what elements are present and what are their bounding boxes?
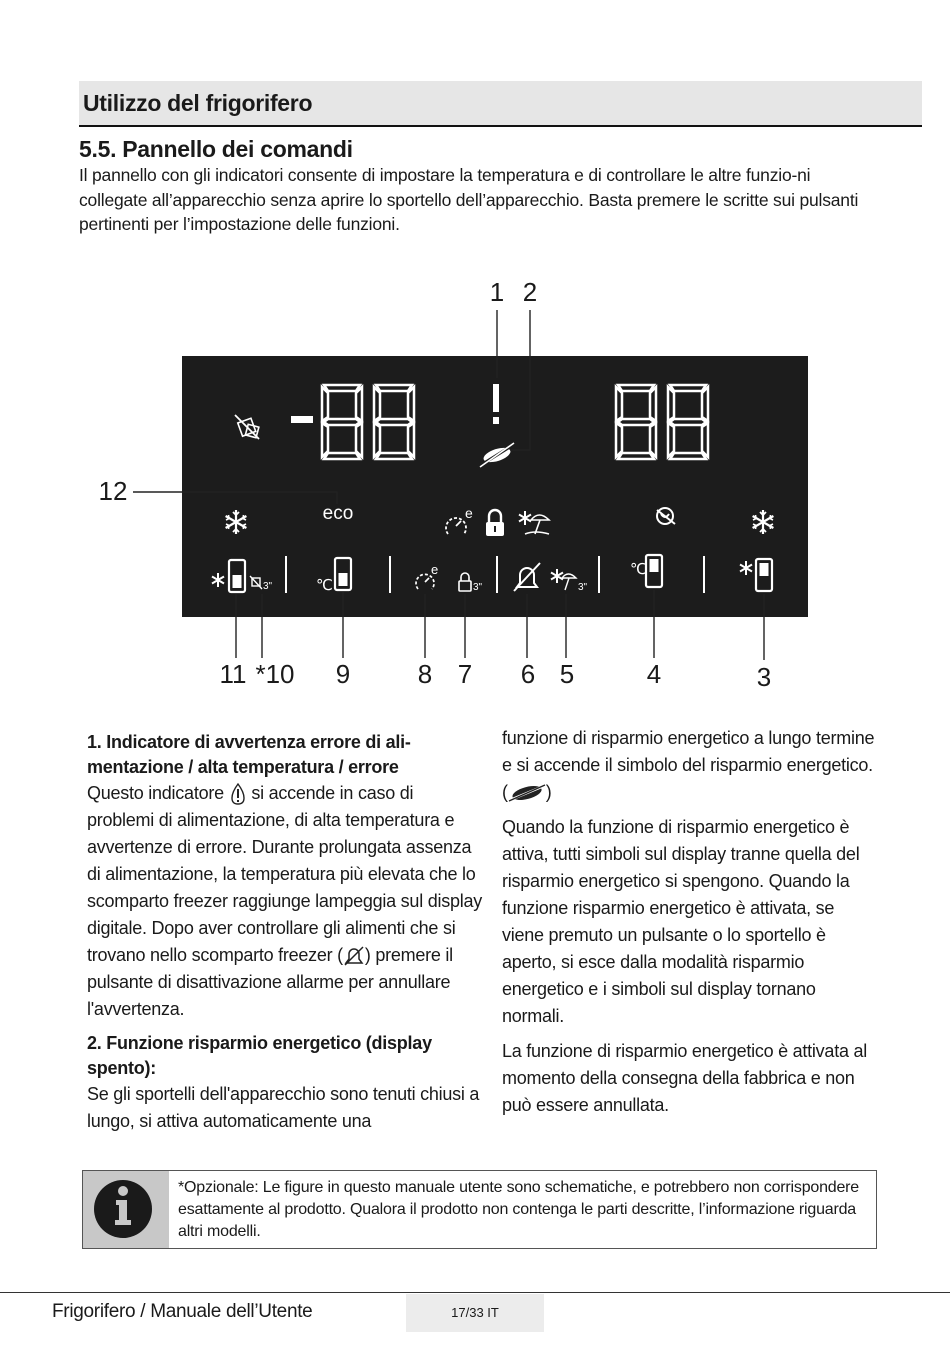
display-left-value: -88 (0, 0, 2, 1)
callout-2: 2 (522, 277, 538, 307)
alarm-off-inline-icon (343, 945, 365, 967)
callout-7: 7 (457, 659, 473, 689)
footer-document-title: Frigorifero / Manuale dell’Utente (52, 1301, 313, 1322)
heading-2: 2. Funzione risparmio energetico (display spento): (87, 1033, 432, 1078)
callout-1: 1 (489, 277, 505, 307)
fridge-celsius-label: ℃ (630, 560, 647, 578)
paragraph-1: Questo indicatore si accende in caso di problemi di alimentazione, di alta temperatura e avvertenze di errore. Durante prolungata assenza di alimentazione, la temperatura più elevata che lo scomparto freezer raggiunge lampeggia sul display digitale. Dopo aver controllare gli alimenti che si trovano nello scomparto freezer ( ) premere il pulsante di disattivazione allarme per annullare l'avvertenza. (87, 783, 482, 1019)
divider (703, 556, 705, 593)
note-box (82, 1170, 877, 1249)
freezer-celsius-label: ℃ (316, 576, 333, 594)
paragraph-2: Se gli sportelli dell'apparecchio sono tenuti chiusi a lungo, si attiva automaticamente una (87, 1084, 480, 1131)
warning-indicator-icon (493, 384, 499, 424)
callout-6: 6 (520, 659, 536, 689)
divider (598, 556, 600, 593)
note-text: *Opzionale: Le figure in questo manuale utente sono schematiche, e potrebbero non corrispondere esattamente al prodotto. Qualora il prodotto non contenga le parti descritte, l’informazione riguarda altri modelli. (178, 1179, 860, 1240)
callout-11: 11 (219, 659, 247, 689)
vacation-3s-label: 3" (578, 582, 588, 593)
warning-indicator-inline-icon (229, 782, 247, 806)
divider (285, 556, 287, 593)
eco-label: eco (322, 503, 354, 524)
callout-9: 9 (335, 659, 351, 689)
callout-10: *10 (255, 659, 295, 689)
callout-12: 12 (98, 476, 128, 506)
callout-5: 5 (559, 659, 575, 689)
left-column (87, 730, 482, 1141)
divider (496, 556, 498, 593)
paragraph-3: funzione di risparmio energetico a lungo termine e si accende il simbolo del risparmio energetico. ( ) (502, 728, 875, 802)
timer-super-e: e (465, 505, 473, 521)
callout-4: 4 (646, 659, 662, 689)
ice-off-3s-label: 3" (263, 581, 273, 592)
lock-3s-label: 3" (473, 582, 483, 593)
callout-3: 3 (756, 662, 772, 692)
right-column (502, 725, 877, 1125)
section-title: 5.5. Pannello dei comandi (79, 136, 353, 162)
page-header-title: Utilizzo del frigorifero (83, 90, 313, 116)
divider (389, 556, 391, 593)
info-icon (83, 1171, 169, 1248)
footer-page-number: 17/33 IT (406, 1294, 544, 1332)
timer-button-super-e: e (431, 562, 439, 577)
paragraph-4: Quando la funzione di risparmio energetico è attiva, tutti simboli sul display tranne quella del risparmio energetico si spengono. Quando la funzione risparmio energetico è attivata, se viene premuto un pulsante o lo sportello è aperto, si esce dalla modalità risparmio energetico e i simboli sul display tornano normali. (502, 817, 860, 1026)
section-intro: Il pannello con gli indicatori consente di impostare la temperatura e di controllare le altre funzio-ni collegate all’apparecchio senza aprire lo sportello dell’apparecchio. Basta premere le scritte sui pulsanti pertinenti per l’impostazione delle funzioni. (79, 165, 859, 234)
note-icon-cell (83, 1171, 169, 1248)
footer-divider (0, 1292, 950, 1293)
header-bar (79, 81, 922, 127)
heading-1: 1. Indicatore di avvertenza errore di ali-mentazione / alta temperatura / errore (87, 732, 411, 777)
energy-saving-inline-icon (508, 784, 546, 802)
callout-8: 8 (417, 659, 433, 689)
paragraph-5: La funzione di risparmio energetico è attivata al momento della consegna della fabbrica e non può essere annullata. (502, 1041, 867, 1115)
